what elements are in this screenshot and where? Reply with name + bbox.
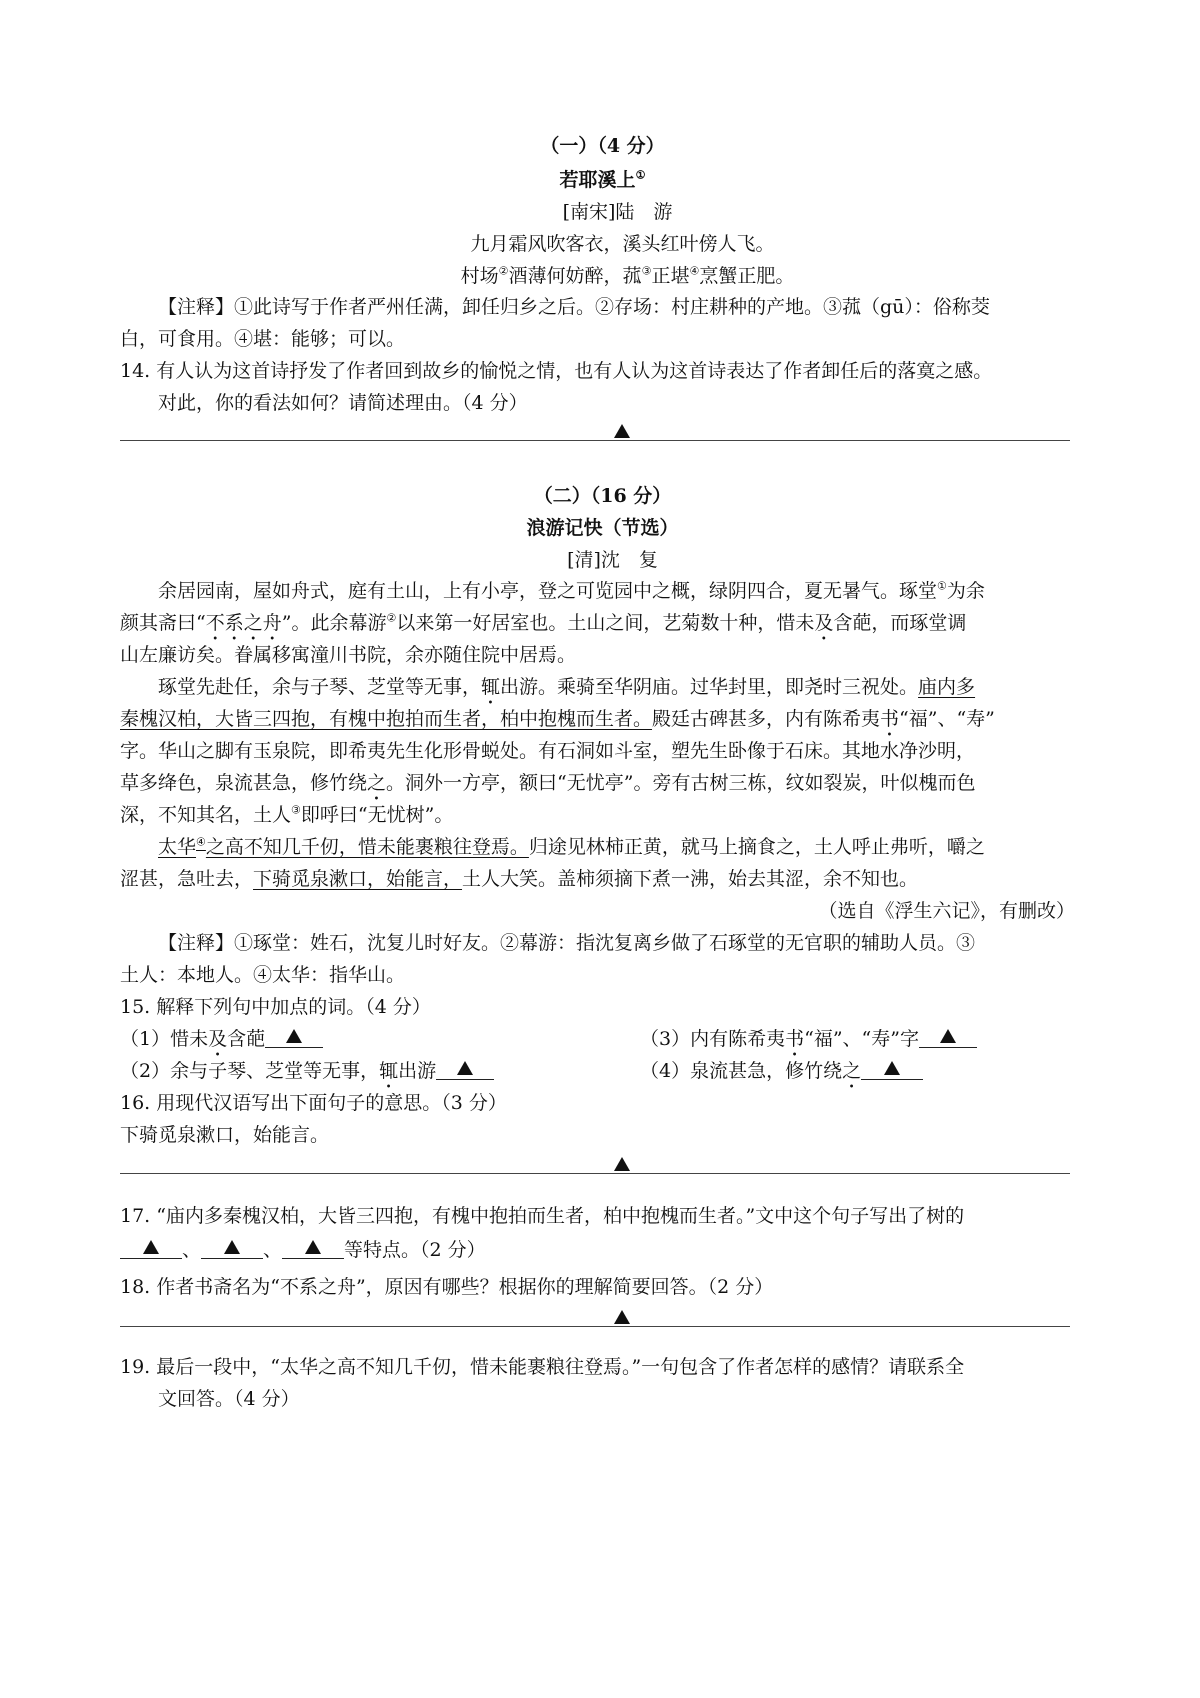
passage-text: 余居园南，屋如舟式，庭有土山，上有小亭，登之可览园中之概，绿阴四合，夏无暑气。琢堂 bbox=[158, 580, 938, 602]
passage-p2-line-4 bbox=[120, 769, 1085, 805]
passage-p3-line-1 bbox=[120, 833, 1085, 861]
question-15-stem: 15. 解释下列句中加点的词。（4 分） bbox=[120, 996, 431, 1018]
passage-p2-line-5 bbox=[120, 801, 1085, 829]
item-text: （1）惜未 bbox=[120, 1028, 209, 1050]
passage-text: 殿廷古碑甚多，内有陈希夷 bbox=[652, 708, 881, 730]
answer-marker-icon bbox=[286, 1029, 302, 1043]
poem-notes-line-2: 白，可食用。④堪：能够；可以。 bbox=[120, 328, 406, 350]
section-1-heading: （一）（4 分） bbox=[540, 135, 665, 157]
answer-line[interactable] bbox=[120, 1173, 1070, 1174]
question-15-item-3 bbox=[640, 1025, 1080, 1061]
passage-text: 含葩，而琢堂调 bbox=[833, 612, 967, 634]
question-15-item-1 bbox=[120, 1025, 540, 1061]
question-18-stem: 18. 作者书斋名为“不系之舟”，原因有哪些？根据你的理解简要回答。（2 分） bbox=[120, 1276, 774, 1298]
question-19-line-1: 19. 最后一段中，“太华之高不知几千仞，惜未能裹粮往登焉。”一句包含了作者怎样的感情？请联系全 bbox=[120, 1356, 965, 1378]
underlined-text: 秦槐汉柏，大皆三四抱，有槐中抱拍而生者，柏中抱槐而生者。 bbox=[120, 708, 653, 730]
answer-marker-icon bbox=[143, 1240, 159, 1254]
passage-text: 琢堂先赴任，余与子琴、芝堂等无事， bbox=[158, 676, 482, 698]
answer-blank[interactable] bbox=[436, 1057, 494, 1080]
underlined-text: 下骑觅泉漱口，始能言， bbox=[253, 868, 463, 890]
poem-line-1: 九月霜风吹客衣，溪头红叶傍人飞。 bbox=[470, 233, 775, 255]
dotted-word: 之 bbox=[367, 772, 387, 794]
passage-p2-line-2 bbox=[120, 705, 1085, 741]
prose-title: 浪游记快（节选） bbox=[526, 517, 679, 539]
dotted-word: 辄 bbox=[481, 676, 501, 698]
note-marker: ④ bbox=[196, 835, 206, 849]
question-15-item-4 bbox=[640, 1057, 1080, 1093]
answer-marker-icon bbox=[305, 1240, 321, 1254]
note-marker: ② bbox=[498, 264, 509, 278]
answer-line[interactable] bbox=[120, 1326, 1070, 1327]
note-marker: ④ bbox=[689, 264, 700, 278]
question-17-line-1: 17. “庙内多秦槐汉柏，大皆三四抱，有槐中抱拍而生者，柏中抱槐而生者。”文中这个句子写出了树的 bbox=[120, 1205, 965, 1227]
passage-notes-line-2: 土人：本地人。④太华：指华山。 bbox=[120, 964, 406, 986]
passage-source: （选自《浮生六记》，有删改） bbox=[818, 900, 1075, 922]
passage-p2-line-3: 字。华山之脚有玉泉院，即希夷先生化形骨蜕处。有石洞如斗室，塑先生卧像于石床。其地水净沙明， bbox=[120, 740, 976, 762]
passage-p3-line-2 bbox=[120, 865, 1085, 893]
poem-text: 烹蟹正肥。 bbox=[699, 265, 795, 287]
question-14-line-2: 对此，你的看法如何？请简述理由。（4 分） bbox=[158, 392, 528, 414]
note-marker: ① bbox=[937, 579, 947, 593]
item-text: （4）泉流甚急，修竹绕 bbox=[640, 1060, 843, 1082]
item-text: 含葩 bbox=[227, 1028, 266, 1050]
passage-p2-line-1 bbox=[120, 673, 1085, 709]
passage-text: “福”、“寿” bbox=[899, 708, 995, 730]
note-marker: ① bbox=[635, 168, 646, 182]
dotted-word: 及 bbox=[814, 612, 834, 634]
answer-blank[interactable] bbox=[919, 1025, 977, 1048]
answer-blank[interactable] bbox=[282, 1236, 344, 1259]
note-marker: ③ bbox=[641, 264, 652, 278]
passage-p1-line-1 bbox=[120, 577, 1085, 605]
prose-author: [清]沈 复 bbox=[567, 549, 658, 571]
poem-text: 村场 bbox=[460, 265, 499, 287]
passage-text: 为余 bbox=[946, 580, 985, 602]
item-text: （3）内有陈希夷 bbox=[640, 1028, 786, 1050]
passage-text: 涩甚，急吐去， bbox=[120, 868, 254, 890]
answer-marker-icon bbox=[940, 1029, 956, 1043]
question-16-sentence: 下骑觅泉漱口，始能言。 bbox=[120, 1124, 330, 1146]
passage-text: 即呼曰“无忧树”。 bbox=[300, 804, 454, 826]
passage-text: 深，不知其名，土人 bbox=[120, 804, 292, 826]
item-text: 出游 bbox=[398, 1060, 437, 1082]
answer-marker-icon bbox=[614, 1310, 630, 1324]
passage-text: 。洞外一方亭，额曰“无忧亭”。旁有古树三栋，纹如裂炭，叶似槐而色 bbox=[386, 772, 976, 794]
separator: 、 bbox=[182, 1239, 202, 1261]
poem-text: 酒薄何妨醉，菰 bbox=[508, 265, 642, 287]
passage-p1-line-3: 山左廉访矣。眷属移寓潼川书院，余亦随住院中居焉。 bbox=[120, 644, 577, 666]
passage-text: 归途见林柿正黄，就马上摘食之，土人呼止弗听，嚼之 bbox=[528, 836, 985, 858]
passage-p1-line-2 bbox=[120, 609, 1085, 645]
underlined-text: 之高不知几千仞，惜未能裹粮往登焉。 bbox=[205, 836, 529, 858]
underlined-text: 庙内多 bbox=[918, 676, 976, 698]
answer-blank[interactable] bbox=[265, 1025, 323, 1048]
question-16-stem: 16. 用现代汉语写出下面句子的意思。（3 分） bbox=[120, 1092, 507, 1114]
dotted-word: 书 bbox=[880, 708, 900, 730]
underlined-text: 太华 bbox=[158, 836, 197, 858]
dotted-word: 辄 bbox=[379, 1060, 399, 1082]
item-text: 等特点。（2 分） bbox=[344, 1239, 486, 1261]
poem-text: 正堪 bbox=[651, 265, 690, 287]
passage-notes-line-1: 【注释】①琢堂：姓石，沈复儿时好友。②幕游：指沈复离乡做了石琢堂的无官职的辅助人员。③ bbox=[158, 932, 976, 954]
dotted-word: 之 bbox=[842, 1060, 862, 1082]
answer-marker-icon bbox=[457, 1061, 473, 1075]
answer-marker-icon bbox=[614, 1157, 630, 1171]
passage-text: 草多绛色，泉流甚急，修竹绕 bbox=[120, 772, 368, 794]
poem-line-2 bbox=[145, 262, 1110, 290]
answer-marker-icon bbox=[224, 1240, 240, 1254]
question-15-item-2 bbox=[120, 1057, 580, 1093]
dotted-word: 及 bbox=[208, 1028, 228, 1050]
answer-blank[interactable] bbox=[201, 1236, 263, 1259]
passage-text: 出游。乘骑至华阴庙。过华封里，即尧时三祝处。 bbox=[500, 676, 919, 698]
poem-notes-line-1: 【注释】①此诗写于作者严州任满，卸任归乡之后。②存场：村庄耕种的产地。③菰（gū）：俗称茭 bbox=[158, 296, 990, 318]
passage-text: 土人大笑。盖柿须摘下煮一沸，始去其涩，余不知也。 bbox=[462, 868, 919, 890]
answer-marker-icon bbox=[884, 1061, 900, 1075]
answer-blank[interactable] bbox=[861, 1057, 923, 1080]
question-14-line-1: 14. 有人认为这首诗抒发了作者回到故乡的愉悦之情，也有人认为这首诗表达了作者卸任后的落寞之感。 bbox=[120, 360, 993, 382]
answer-blank[interactable] bbox=[120, 1236, 182, 1259]
poem-title bbox=[120, 166, 1085, 194]
passage-text: 颜其斋曰“ bbox=[120, 612, 206, 634]
answer-line[interactable] bbox=[120, 440, 1070, 441]
poem-author: [南宋]陆 游 bbox=[562, 201, 673, 223]
dotted-word: 不系之舟 bbox=[205, 612, 282, 634]
dotted-word: 书 bbox=[785, 1028, 805, 1050]
passage-text: ”。此余幕游 bbox=[281, 612, 387, 634]
passage-text: 以来第一好居室也。土山之间，艺菊数十种，惜未 bbox=[396, 612, 815, 634]
answer-marker-icon bbox=[614, 424, 630, 438]
note-marker: ② bbox=[386, 611, 397, 625]
question-19-line-2: 文回答。（4 分） bbox=[158, 1388, 300, 1410]
poem-title-text: 若耶溪上 bbox=[559, 169, 636, 191]
note-marker: ③ bbox=[291, 803, 301, 817]
item-text: “福”、“寿”字 bbox=[804, 1028, 919, 1050]
separator: 、 bbox=[263, 1239, 283, 1261]
section-2-heading: （二）（16 分） bbox=[533, 485, 672, 507]
item-text: （2）余与子琴、芝堂等无事， bbox=[120, 1060, 380, 1082]
question-17-line-2 bbox=[120, 1236, 1085, 1264]
